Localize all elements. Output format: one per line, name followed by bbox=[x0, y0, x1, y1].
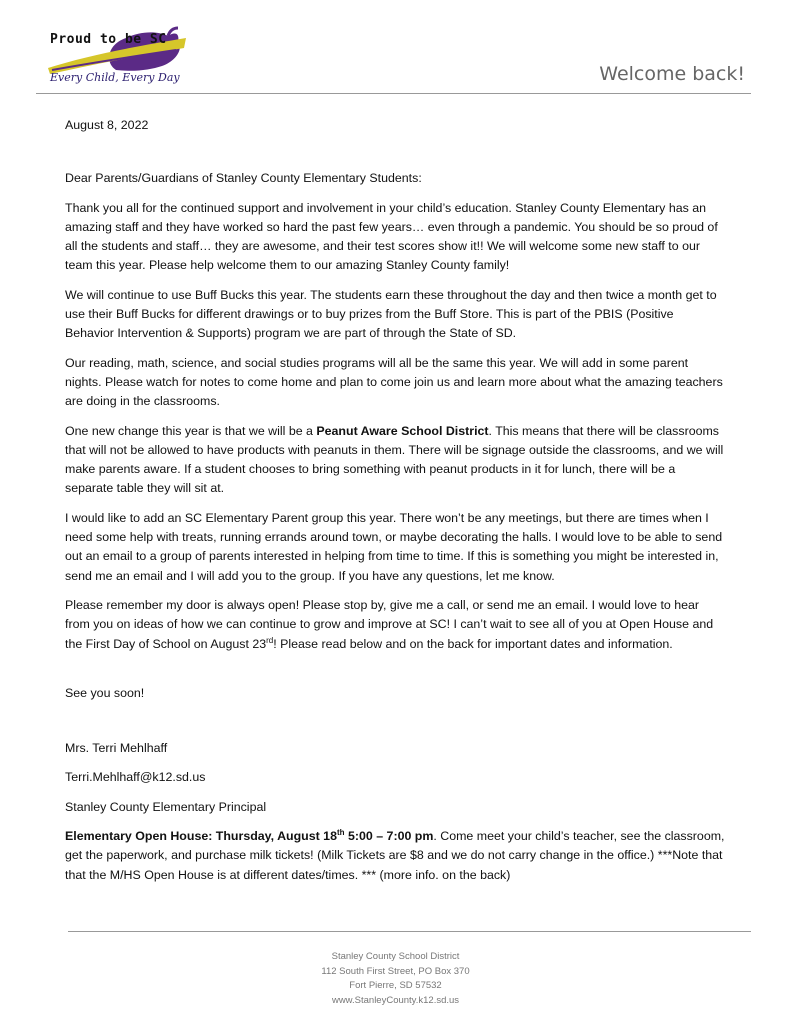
peanut-text-after: . This means that there will be classrooms that will not be allowed to have products with peanuts in them. There will be signage outside the classrooms, and we will make parents aware. If a student chooses to bring something with peanut products in it for lunch, there will be a separate table they will sit at. bbox=[65, 423, 724, 496]
open-house-heading bbox=[65, 829, 433, 843]
paragraph-open-door bbox=[65, 596, 725, 654]
open-door-text-before: Please remember my door is always open! Please stop by, give me a call, or send me an email. I would love to hear from you on ideas of how we can continue to grow and improve at SC! I can’t wait to see all of you at Open House and the First Day of School on August 23 bbox=[65, 597, 714, 651]
footer-street: 112 South First Street, PO Box 370 bbox=[321, 965, 470, 977]
footer-city: Fort Pierre, SD 57532 bbox=[349, 980, 442, 991]
salutation: Dear Parents/Guardians of Stanley County Elementary Students: bbox=[65, 171, 422, 186]
open-house-time: 5:00 – 7:00 pm bbox=[344, 829, 434, 844]
ordinal-suffix: th bbox=[336, 827, 345, 837]
ordinal-suffix: rd bbox=[266, 635, 274, 645]
paragraph-support: Thank you all for the continued support and involvement in your child’s education. Stanley County Elementary has an amazing staff and they have worked so hard the past few years… even through a pandemic. You should be so proud of all the students and staff… they are awesome, and their test scores show it!! We will welcome some new staff to our team this year. Please help welcome them to our amazing Stanley County family! bbox=[65, 200, 718, 273]
open-house-date: Elementary Open House: Thursday, August 18 bbox=[65, 829, 337, 844]
signature-name: Mrs. Terri Mehlhaff bbox=[65, 741, 168, 756]
school-logo bbox=[46, 26, 196, 92]
footer-divider bbox=[68, 931, 751, 932]
closing: See you soon! bbox=[65, 685, 145, 700]
signature-email[interactable]: Terri.Mehlhaff@k12.sd.us bbox=[65, 770, 206, 785]
logo-tagline-top: Proud to be SC bbox=[50, 32, 167, 47]
paragraph-peanut-aware bbox=[65, 422, 725, 499]
signature-title: Stanley County Elementary Principal bbox=[65, 799, 267, 814]
letter-body bbox=[65, 116, 725, 895]
footer-website[interactable]: www.StanleyCounty.k12.sd.us bbox=[331, 994, 460, 1006]
welcome-heading: Welcome back! bbox=[599, 63, 745, 85]
footer-district: Stanley County School District bbox=[331, 951, 460, 962]
peanut-aware-label: Peanut Aware School District bbox=[316, 423, 489, 438]
paragraph-open-house bbox=[65, 827, 725, 885]
open-door-text-after: ! Please read below and on the back for important dates and information. bbox=[273, 636, 673, 651]
logo-tagline-bottom: Every Child, Every Day bbox=[50, 71, 180, 84]
letter-date: August 8, 2022 bbox=[65, 118, 149, 132]
paragraph-programs: Our reading, math, science, and social studies programs will all be the same this year. We will add in some parent nights. Please watch for notes to come home and plan to come join us and learn more about what the amazing teachers are doing in the classrooms. bbox=[65, 355, 723, 409]
footer-address bbox=[0, 950, 791, 1008]
peanut-text-before: One new change this year is that we will be a bbox=[65, 423, 317, 438]
open-house-details: . Come meet your child’s teacher, see the classroom, get the paperwork, and purchase milk tickets! (Milk Tickets are $8 and we do not carry change in the office.) ***Note that that the M/HS Open House is at different dates/times. *** (more info. on the back) bbox=[65, 829, 725, 882]
paragraph-parent-group: I would like to add an SC Elementary Parent group this year. There won’t be any meetings, but there are times when I need some help with treats, running errands around town, or maybe decorating the halls. I would love to be able to send out an email to a group of parents interested in helping from time to time. If this is something you might be interested in, send me an email and I will add you to the group. If you have any questions, let me know. bbox=[65, 510, 723, 583]
header-divider bbox=[36, 93, 751, 94]
paragraph-buff-bucks: We will continue to use Buff Bucks this year. The students earn these throughout the day and then twice a month get to use their Buff Bucks for different drawings or to buy prizes from the Buff Store. This is part of the PBIS (Positive Behavior Intervention & Supports) program we are part of through the State of SD. bbox=[65, 287, 717, 341]
